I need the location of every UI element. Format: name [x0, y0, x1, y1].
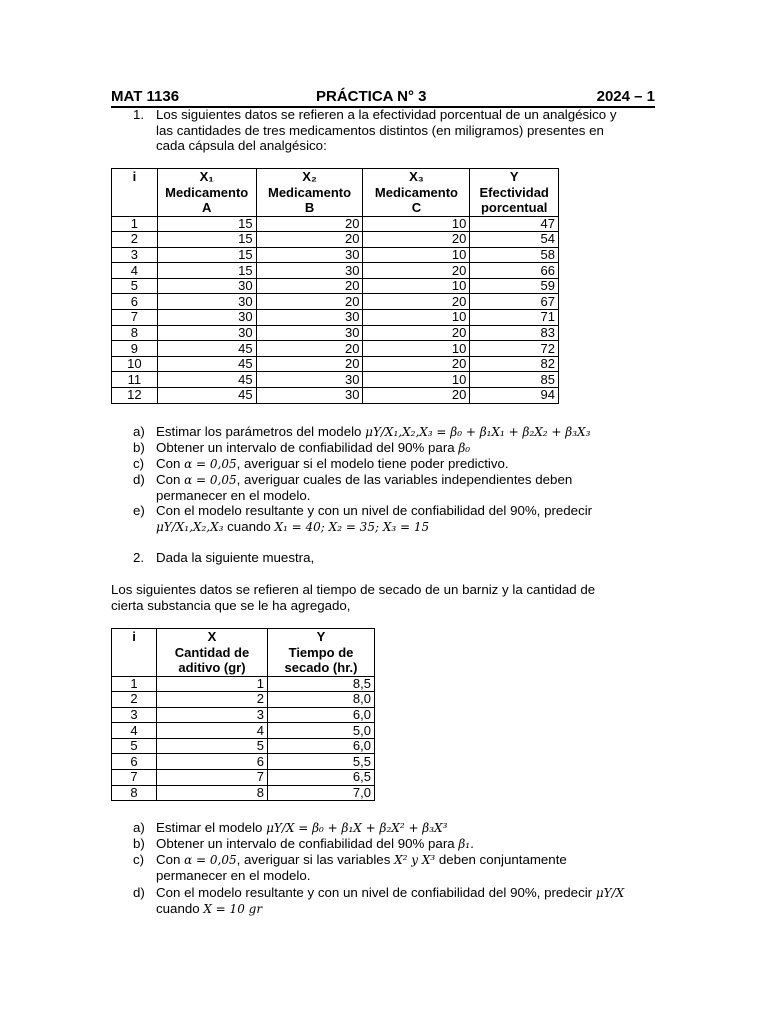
table-cell: 20 — [256, 216, 363, 232]
table-cell: 20 — [256, 356, 363, 372]
table-cell: 8 — [112, 325, 158, 341]
table-cell: 20 — [256, 232, 363, 248]
intro-line: Los siguientes datos se refieren a la efectividad porcentual de un analgésico y — [156, 107, 617, 122]
col-i-header: i — [112, 629, 157, 677]
table-cell: 20 — [363, 263, 470, 279]
table-cell: 58 — [470, 247, 559, 263]
table-cell: 1 — [157, 676, 268, 692]
table-row — [112, 692, 375, 708]
table-cell: 10 — [363, 247, 470, 263]
table-cell: 1 — [112, 216, 158, 232]
item-1e: e) Con el modelo resultante y con un nivel de confiabilidad del 90%, predecir μY/X₁,X₂,X₃ cuando X₁ = 40; X₂ = 35; X₃ = 15 — [133, 503, 593, 534]
table-cell: 10 — [363, 372, 470, 388]
table-cell: 2 — [112, 232, 158, 248]
table-cell: 30 — [157, 325, 256, 341]
table-cell: 10 — [363, 341, 470, 357]
table-cell: 20 — [363, 356, 470, 372]
col-x1-header: X₁ Medicamento A — [157, 169, 256, 217]
table-cell: 45 — [157, 356, 256, 372]
table-cell: 8 — [112, 785, 157, 801]
table-cell: 30 — [157, 310, 256, 326]
table-cell: 8,5 — [268, 676, 375, 692]
table-cell: 4 — [112, 263, 158, 279]
table-cell: 20 — [363, 325, 470, 341]
table-cell: 4 — [112, 723, 157, 739]
table-cell: 8,0 — [268, 692, 375, 708]
table-row — [112, 294, 559, 310]
table-cell: 5,5 — [268, 754, 375, 770]
table-cell: 66 — [470, 263, 559, 279]
table-row — [112, 754, 375, 770]
table-cell: 20 — [256, 341, 363, 357]
table-cell: 3 — [112, 247, 158, 263]
table-row — [112, 738, 375, 754]
table-cell: 94 — [470, 388, 559, 404]
table-cell: 72 — [470, 341, 559, 357]
table-cell: 4 — [157, 723, 268, 739]
table-cell: 1 — [112, 676, 157, 692]
table-cell: 71 — [470, 310, 559, 326]
item-2a: a) Estimar el modelo μY/X = β₀ + β₁X + β₂X² + β₃X³ — [133, 820, 448, 835]
table-row — [112, 356, 559, 372]
table-cell: 20 — [256, 278, 363, 294]
table-cell: 9 — [112, 341, 158, 357]
table-cell: 7,0 — [268, 785, 375, 801]
table-cell: 2 — [157, 692, 268, 708]
problem-2-context: Los siguientes datos se refieren al tiempo de secado de un barniz y la cantidad de cierta substancia que se le ha agregado, — [111, 582, 596, 613]
table-cell: 30 — [157, 278, 256, 294]
table-cell: 15 — [157, 263, 256, 279]
intro-line: cada cápsula del analgésico: — [156, 138, 327, 153]
table-cell: 67 — [470, 294, 559, 310]
table-row — [112, 232, 559, 248]
table-row — [112, 263, 559, 279]
table-row — [112, 278, 559, 294]
table-row — [112, 770, 375, 786]
table-cell: 15 — [157, 247, 256, 263]
table-cell: 3 — [157, 707, 268, 723]
table-cell: 12 — [112, 388, 158, 404]
table-cell: 15 — [157, 216, 256, 232]
table-2 — [111, 628, 375, 801]
table-row — [112, 341, 559, 357]
table-row — [112, 216, 559, 232]
col-x-header: X Cantidad de aditivo (gr) — [157, 629, 268, 677]
table-cell: 7 — [157, 770, 268, 786]
course-code: MAT 1136 — [111, 88, 180, 105]
table-cell: 30 — [256, 388, 363, 404]
table-cell: 83 — [470, 325, 559, 341]
table-row — [112, 372, 559, 388]
page-header — [111, 88, 655, 108]
table-cell: 6,5 — [268, 770, 375, 786]
item-1b: b) Obtener un intervalo de confiabilidad del 90% para β₀ — [133, 440, 471, 455]
col-i-header: i — [112, 169, 158, 217]
table-cell: 30 — [256, 325, 363, 341]
table-cell: 45 — [157, 388, 256, 404]
table-cell: 5 — [112, 738, 157, 754]
table-cell: 3 — [112, 707, 157, 723]
col-y-header: Y Tiempo de secado (hr.) — [268, 629, 375, 677]
col-x2-header: X₂ Medicamento B — [256, 169, 363, 217]
table-cell: 47 — [470, 216, 559, 232]
table-cell: 6 — [112, 294, 158, 310]
table-row — [112, 723, 375, 739]
table-row — [112, 388, 559, 404]
table-row — [112, 676, 375, 692]
table-row — [112, 707, 375, 723]
table-header-row — [112, 169, 559, 217]
table-row — [112, 247, 559, 263]
table-cell: 30 — [256, 247, 363, 263]
item-2c: c) Con α = 0,05, averiguar si las variables X² y X³ deben conjuntamente permanecer en el modelo. — [133, 852, 567, 883]
problem-2-number: 2. — [133, 550, 145, 565]
table-cell: 30 — [256, 372, 363, 388]
item-2b: b) Obtener un intervalo de confiabilidad del 90% para β₁. — [133, 836, 474, 851]
table-cell: 10 — [363, 216, 470, 232]
table-cell: 30 — [256, 310, 363, 326]
item-1a: a) Estimar los parámetros del modelo μY/X₁,X₂,X₃ = β₀ + β₁X₁ + β₂X₂ + β₃X₃ — [133, 424, 591, 439]
table-cell: 85 — [470, 372, 559, 388]
intro-line: las cantidades de tres medicamentos distintos (en miligramos) presentes en — [156, 122, 604, 138]
table-cell: 7 — [112, 310, 158, 326]
term: 2024 – 1 — [596, 88, 655, 105]
problem-2-intro: Dada la siguiente muestra, — [156, 550, 315, 565]
table-row — [112, 325, 559, 341]
table-cell: 82 — [470, 356, 559, 372]
table-cell: 10 — [363, 278, 470, 294]
table-cell: 5,0 — [268, 723, 375, 739]
practice-title: PRÁCTICA N° 3 — [316, 88, 427, 105]
table-cell: 10 — [112, 356, 158, 372]
table-cell: 30 — [256, 263, 363, 279]
table-cell: 6,0 — [268, 738, 375, 754]
table-header-row — [112, 629, 375, 677]
problem-1-number: 1. — [133, 107, 145, 122]
table-cell: 20 — [363, 232, 470, 248]
table-cell: 7 — [112, 770, 157, 786]
table-cell: 54 — [470, 232, 559, 248]
table-cell: 45 — [157, 341, 256, 357]
table-cell: 30 — [157, 294, 256, 310]
table-cell: 5 — [157, 738, 268, 754]
table-cell: 5 — [112, 278, 158, 294]
table-cell: 20 — [256, 294, 363, 310]
table-1 — [111, 168, 559, 404]
table-cell: 10 — [363, 310, 470, 326]
table-row — [112, 310, 559, 326]
col-y-header: Y Efectividad porcentual — [470, 169, 559, 217]
col-x3-header: X₃ Medicamento C — [363, 169, 470, 217]
item-2d: d) Con el modelo resultante y con un nivel de confiabilidad del 90%, predecir μY/X cuando X = 10 gr — [133, 885, 625, 916]
item-1c: c) Con α = 0,05, averiguar si el modelo tiene poder predictivo. — [133, 456, 509, 471]
table-cell: 11 — [112, 372, 158, 388]
table-row — [112, 785, 375, 801]
problem-1-intro — [156, 107, 617, 154]
table-cell: 59 — [470, 278, 559, 294]
table-cell: 15 — [157, 232, 256, 248]
table-cell: 20 — [363, 294, 470, 310]
table-cell: 6,0 — [268, 707, 375, 723]
table-cell: 8 — [157, 785, 268, 801]
table-cell: 45 — [157, 372, 256, 388]
item-1d: d) Con α = 0,05, averiguar cuales de las variables independientes deben permanecer en el modelo. — [133, 472, 573, 503]
table-cell: 20 — [363, 388, 470, 404]
table-cell: 2 — [112, 692, 157, 708]
table-cell: 6 — [112, 754, 157, 770]
table-cell: 6 — [157, 754, 268, 770]
